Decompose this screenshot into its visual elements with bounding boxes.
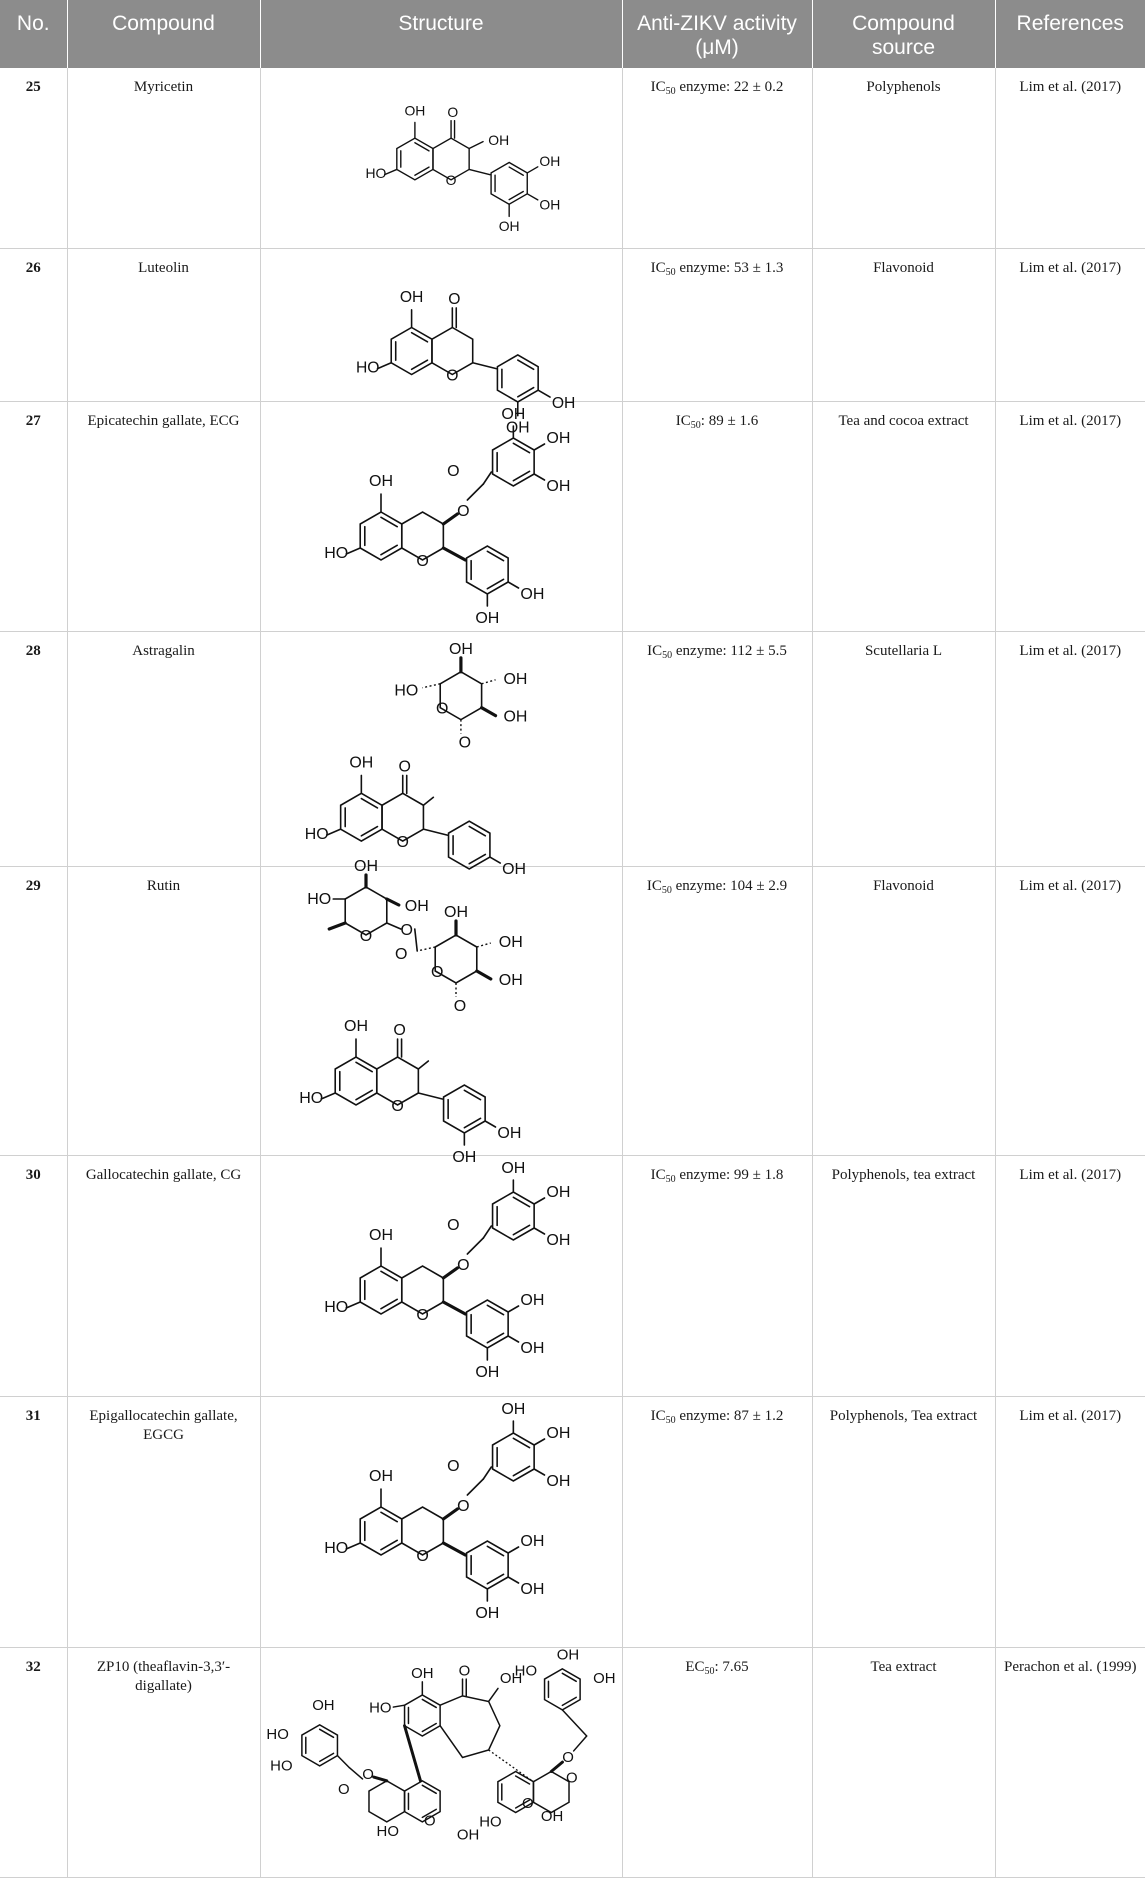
row-number: 25 [0,68,67,248]
svg-text:OH: OH [456,1826,480,1844]
svg-text:O: O [445,172,457,189]
svg-text:OH: OH [475,1604,500,1622]
compound-source: Polyphenols, tea extract [812,1155,995,1396]
svg-text:O: O [458,734,472,752]
reference: Lim et al. (2017) [995,248,1145,401]
rutin-structure [296,857,586,1166]
compound-source: Flavonoid [812,866,995,1155]
svg-text:OH: OH [411,1664,434,1682]
svg-text:HO: HO [324,1298,349,1316]
activity-value [622,401,812,631]
structure-cell [260,631,622,878]
header-structure: Structure [260,0,622,68]
reference: Perachon et al. (1999) [995,1647,1145,1877]
reference: Lim et al. (2017) [995,68,1145,248]
structure-cell [260,401,622,631]
svg-text:OH: OH [448,640,473,658]
table-row [0,248,1145,401]
svg-text:O: O [565,1769,578,1787]
svg-text:HO: HO [299,1089,324,1107]
svg-text:OH: OH [540,1807,564,1825]
structure-cell [260,248,622,436]
svg-text:OH: OH [475,609,500,627]
svg-text:O: O [423,1812,436,1830]
svg-text:OH: OH [498,971,523,989]
svg-text:OH: OH [520,1580,545,1598]
svg-text:O: O [458,1661,471,1679]
table-row [0,866,1145,1155]
svg-text:O: O [457,1497,470,1515]
table-row [0,68,1145,248]
compound-source: Tea and cocoa extract [812,401,995,631]
activity-prefix: IC [650,259,666,276]
svg-text:OH: OH [546,1231,571,1249]
header-row [0,0,1145,68]
header-no: No. [0,0,67,68]
svg-text:O: O [457,1256,470,1274]
svg-text:OH: OH [593,1669,616,1687]
svg-text:OH: OH [369,472,393,490]
svg-text:OH: OH [546,477,571,495]
structure-cell [260,1396,622,1647]
row-number: 31 [0,1396,67,1647]
svg-text:OH: OH [546,1424,571,1442]
row-number: 26 [0,248,67,401]
svg-text:HO: HO [479,1813,502,1831]
svg-text:OH: OH [539,152,561,169]
header-activity: Anti-ZIKV activity (μM) [622,0,812,68]
svg-text:OH: OH [546,1183,571,1201]
activity-prefix: IC [650,1166,666,1183]
compound-name: Epigallocatechin gallate, EGCG [67,1396,260,1647]
svg-text:O: O [396,833,409,851]
myricetin-structure [311,72,571,246]
structure-cell [260,1155,622,1396]
svg-text:O: O [400,921,414,939]
header-references: References [995,0,1145,68]
svg-text:O: O [522,1794,534,1812]
activity-text: enzyme: 87 ± 1.2 [675,1407,784,1424]
activity-prefix: EC [685,1658,705,1675]
svg-text:OH: OH [520,585,545,603]
svg-text:HO: HO [307,890,332,908]
svg-text:HO: HO [365,165,387,182]
svg-text:OH: OH [501,405,526,423]
compound-name: Gallocatechin gallate, CG [67,1155,260,1396]
svg-text:OH: OH [404,102,426,119]
svg-text:O: O [446,366,459,384]
svg-text:OH: OH [312,1696,335,1714]
svg-text:O: O [394,945,408,963]
svg-text:HO: HO [266,1725,289,1743]
svg-text:OH: OH [503,670,528,688]
svg-text:OH: OH [546,1472,571,1490]
activity-value [622,1396,812,1647]
svg-text:OH: OH [399,288,424,306]
svg-text:HO: HO [394,682,419,700]
reference: Lim et al. (2017) [995,1155,1145,1396]
header-compound: Compound [67,0,260,68]
activity-prefix: IC [650,1407,666,1424]
row-number: 32 [0,1647,67,1877]
svg-text:O: O [416,1547,429,1565]
compound-name: Luteolin [67,248,260,401]
svg-text:OH: OH [520,1339,545,1357]
svg-text:OH: OH [354,857,378,875]
svg-text:OH: OH [488,132,510,149]
svg-text:O: O [447,462,460,480]
svg-text:HO: HO [324,1539,349,1557]
header-source: Compound source [812,0,995,68]
astragalin-structure [301,636,581,878]
activity-prefix: IC [675,412,691,429]
svg-text:O: O [430,963,444,981]
svg-text:HO: HO [369,1699,392,1717]
svg-text:OH: OH [539,196,561,213]
svg-text:OH: OH [556,1645,580,1663]
svg-text:OH: OH [498,218,520,235]
svg-text:OH: OH [498,933,523,951]
structure-cell [260,68,622,248]
svg-text:OH: OH [369,1226,393,1244]
svg-text:OH: OH [404,897,429,915]
svg-text:O: O [457,502,470,520]
activity-value [622,866,812,1155]
activity-text: enzyme: 104 ± 2.9 [671,877,788,894]
gcg-structure [301,1160,581,1390]
svg-text:O: O [416,1306,429,1324]
reference: Lim et al. (2017) [995,1396,1145,1647]
svg-text:O: O [453,997,467,1015]
svg-text:OH: OH [506,418,530,436]
activity-value [622,631,812,866]
svg-text:OH: OH [499,1669,523,1687]
svg-text:OH: OH [475,1363,500,1381]
svg-text:HO: HO [355,359,380,377]
activity-value [622,1647,812,1877]
svg-text:O: O [359,927,373,945]
svg-text:OH: OH [497,1124,522,1142]
compound-name: Rutin [67,866,260,1155]
svg-text:HO: HO [376,1822,399,1840]
activity-text: enzyme: 99 ± 1.8 [675,1166,784,1183]
svg-text:O: O [447,104,459,121]
activity-text: enzyme: 53 ± 1.3 [675,259,784,276]
reference: Lim et al. (2017) [995,631,1145,866]
svg-text:HO: HO [514,1661,538,1679]
svg-text:OH: OH [369,1467,393,1485]
activity-text: : 7.65 [714,1658,749,1675]
svg-text:OH: OH [501,1159,526,1177]
compound-name: Myricetin [67,68,260,248]
table-row [0,401,1145,631]
activity-text: : 89 ± 1.6 [700,412,759,429]
table-row [0,631,1145,866]
structure-cell [260,1647,622,1877]
activity-value [622,68,812,248]
compound-name: Epicatechin gallate, ECG [67,401,260,631]
activity-subscript: 50 [665,1173,676,1185]
svg-text:OH: OH [444,903,468,921]
svg-text:HO: HO [304,825,329,843]
table-row [0,1396,1145,1647]
svg-text:OH: OH [551,394,576,412]
activity-subscript: 50 [704,1665,715,1677]
compound-source: Polyphenols [812,68,995,248]
svg-text:O: O [393,1021,406,1039]
activity-subscript: 50 [661,884,672,896]
activity-subscript: 50 [665,1414,676,1426]
svg-text:OH: OH [501,1400,526,1418]
activity-subscript: 50 [665,86,676,97]
svg-text:O: O [416,552,429,570]
svg-text:OH: OH [520,1532,545,1550]
svg-text:O: O [448,290,461,308]
ecg-structure [301,405,581,627]
svg-text:OH: OH [344,1017,368,1035]
activity-subscript: 50 [690,419,701,431]
row-number: 27 [0,401,67,631]
compound-name: ZP10 (theaflavin-3,3′-digallate) [67,1647,260,1877]
row-number: 29 [0,866,67,1155]
svg-text:O: O [398,757,411,775]
table-row [0,1647,1145,1877]
table-row [0,1155,1145,1396]
svg-text:O: O [391,1097,404,1115]
row-number: 28 [0,631,67,866]
activity-text: enzyme: 22 ± 0.2 [675,79,784,95]
theaflavin-digallate-structure [266,1645,616,1876]
activity-prefix: IC [650,79,666,95]
svg-text:OH: OH [520,1291,545,1309]
svg-text:HO: HO [324,544,349,562]
svg-text:HO: HO [270,1757,293,1775]
compound-source: Polyphenols, Tea extract [812,1396,995,1647]
svg-text:OH: OH [502,860,527,878]
reference: Lim et al. (2017) [995,866,1145,1155]
compound-source: Scutellaria L [812,631,995,866]
svg-text:O: O [447,1216,460,1234]
activity-subscript: 50 [662,649,673,661]
activity-value [622,248,812,401]
luteolin-structure [311,253,576,436]
svg-text:O: O [447,1457,460,1475]
svg-text:OH: OH [349,753,374,771]
structure-cell [260,857,622,1166]
svg-text:O: O [338,1780,350,1798]
svg-text:O: O [562,1748,574,1766]
activity-prefix: IC [647,642,663,659]
svg-text:O: O [362,1765,374,1783]
svg-text:OH: OH [503,708,528,726]
activity-prefix: IC [646,877,662,894]
activity-subscript: 50 [665,266,676,278]
svg-text:OH: OH [546,429,571,447]
compound-source: Tea extract [812,1647,995,1877]
row-number: 30 [0,1155,67,1396]
activity-value [622,1155,812,1396]
svg-text:OH: OH [452,1148,477,1166]
reference: Lim et al. (2017) [995,401,1145,631]
compound-source: Flavonoid [812,248,995,401]
activity-text: enzyme: 112 ± 5.5 [672,642,787,659]
compound-name: Astragalin [67,631,260,866]
egcg-structure [301,1401,581,1641]
svg-text:O: O [436,700,449,718]
